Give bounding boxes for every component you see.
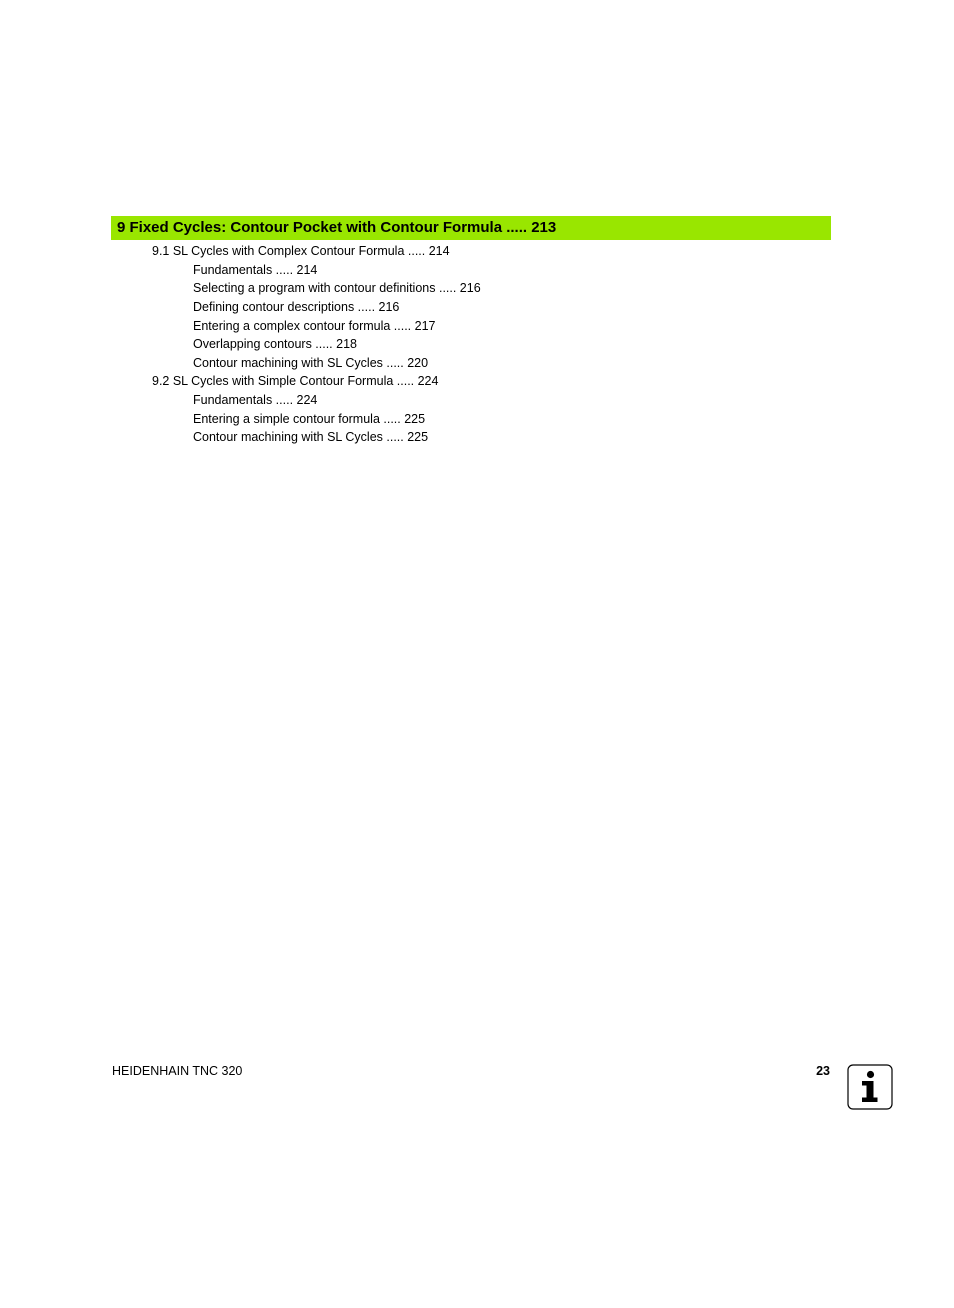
toc-entry[interactable]: Overlapping contours ..... 218 xyxy=(193,337,357,351)
toc-entry[interactable]: Defining contour descriptions ..... 216 xyxy=(193,300,400,314)
chapter-heading-bar xyxy=(111,216,831,240)
footer-product-name: HEIDENHAIN TNC 320 xyxy=(112,1064,243,1078)
toc-entry[interactable]: Selecting a program with contour definitions ..... 216 xyxy=(193,281,481,295)
toc-entry[interactable]: 9.1 SL Cycles with Complex Contour Formula ..... 214 xyxy=(152,244,450,258)
page-number: 23 xyxy=(816,1064,830,1078)
toc-entry[interactable]: Fundamentals ..... 224 xyxy=(193,393,318,407)
info-icon xyxy=(847,1064,893,1110)
toc-entry[interactable]: Contour machining with SL Cycles ..... 225 xyxy=(193,430,429,444)
toc-entry[interactable]: Contour machining with SL Cycles ..... 220 xyxy=(193,356,429,370)
toc-entry[interactable]: Fundamentals ..... 214 xyxy=(193,263,318,277)
toc-entry[interactable]: 9.2 SL Cycles with Simple Contour Formula ..... 224 xyxy=(152,374,439,388)
chapter-title[interactable]: 9 Fixed Cycles: Contour Pocket with Contour Formula ..... 213 xyxy=(117,219,557,236)
toc-entry[interactable]: Entering a simple contour formula ..... 225 xyxy=(193,412,426,426)
toc-entry[interactable]: Entering a complex contour formula ..... 217 xyxy=(193,319,436,333)
